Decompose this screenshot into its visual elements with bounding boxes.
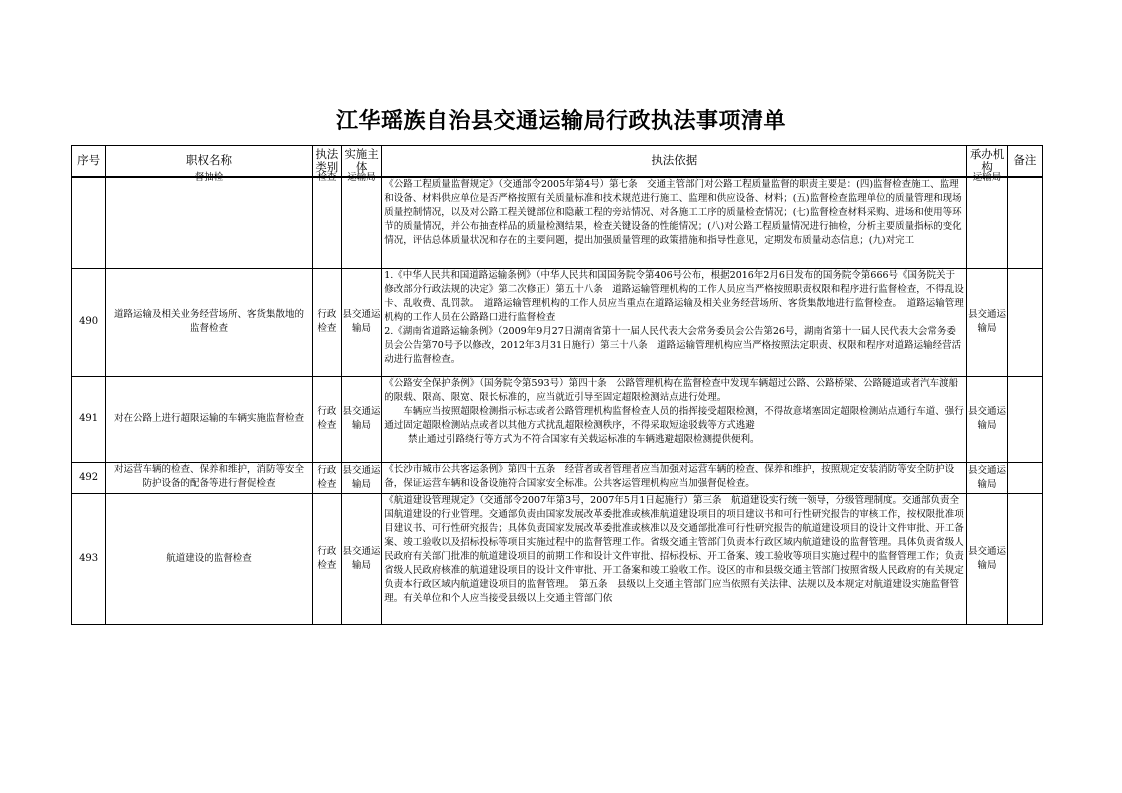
header-type: 执法类别 xyxy=(312,146,341,177)
row-type: 行政检查 xyxy=(312,376,341,462)
row-type xyxy=(312,171,341,269)
row-note xyxy=(1007,376,1042,462)
table-row xyxy=(72,493,1043,624)
row-basis-paragraph: 《长沙市城市公共客运条例》第四十五条 经营者或者管理者应当加强对运营车辆的检查、保养和维护，按照规定安装消防等安全防护设备，保证运营车辆和设备设施符合国家安全标准。公共客运管理机构应当加强督促检查。 xyxy=(384,463,955,489)
row-org: 县交通运输局 xyxy=(967,268,1007,376)
row-name xyxy=(106,171,312,269)
table-row xyxy=(72,268,1043,376)
row-org: 县交通运输局 xyxy=(967,462,1007,493)
row-org: 县交通运输局 xyxy=(967,493,1007,624)
row-subject xyxy=(341,171,381,269)
table-row xyxy=(72,462,1043,493)
row-org xyxy=(967,171,1007,269)
row-name xyxy=(106,462,312,493)
row-seq: 492 xyxy=(72,462,106,493)
row-seq: 493 xyxy=(72,493,106,624)
row-name-text: 对运营车辆的检查、保养和维护，消防等安全防护设备的配备等进行督促检查 xyxy=(113,463,304,489)
row-note xyxy=(1007,177,1042,269)
header-subject: 实施主体 xyxy=(341,146,381,177)
row-note xyxy=(1007,493,1042,624)
row-type: 行政检查 xyxy=(312,462,341,493)
row-seq: 490 xyxy=(72,268,106,376)
table-row xyxy=(72,376,1043,462)
row-seq xyxy=(72,177,106,269)
row-basis-paragraph: 车辆应当按照超限检测指示标志或者公路管理机构监督检查人员的指挥接受超限检测，不得故意堵塞固定超限检测站点通行车道、强行通过固定超限检测站点或者以其他方式扰乱超限检测秩序，不得采取短途驳载等方式逃避 xyxy=(384,405,964,431)
row-name-text: 督抽检 xyxy=(194,171,224,183)
row-name: 对在公路上进行超限运输的车辆实施监督检查 xyxy=(106,376,312,462)
row-basis-paragraph: 《公路工程质量监督规定》（交通部令2005年第4号）第七条 交通主管部门对公路工程质量监督的职责主要是：(四)监督检查施工、监理和设备、材料供应单位是否严格按照有关质量标准和技术规范进行施工、监理和供应设备、材料；(五)监督检查监理单位的质量管理和现场质量控制情况，以及对公路工程关键部位和隐蔽工程的旁站情况、对各施工工序的质量检查情况；(七)监督检查材料采购、进场和使用等环节的质量情况，并公布抽查样品的质量检测结果，检查关键设备的性能情况；(八)对公路工程质量情况进行抽检，分析主要质量指标的变化情况，评估总体质量状况和存在的主要问题，提出加强质量管理的政策措施和指导性意见，定期发布质量动态信息；(九)对完工 xyxy=(384,178,962,246)
row-basis-paragraph: 《航道建设管理规定》（交通部令2007年第3号，2007年5月1日起施行）第三条 航道建设实行统一领导，分级管理制度。交通部负责全国航道建设的行业管理。交通部负责由国家发展改革委批准或核准航道建设项目的项目建议书和可行性研究报告的审核工作，按权限批准项目建议书、可行性研究报告；具体负责国家发展改革委批准或核准以及交通部批准可行性研究报告的航道建设项目的设计文件审批、开工备案、竣工验收以及招标投标等项目实施过程中的监督管理工作。省级交通主管部门负责本行政区域内航道建设的监督管理。具体负责省级人民政府有关部门批准的航道建设项目的前期工作和设计文件审批、招标投标、开工备案、竣工验收等项目实施过程中的监督管理工作；负责省级人民政府核准的航道建设项目的设计文件审批、开工备案和竣工验收工作。设区的市和县级交通主管部门按照省级人民政府的有关规定负责本行政区域内航道建设项目的监督管理。 第五条 县级以上交通主管部门应当依照有关法律、法规以及本规定对航道建设实施监督管理。有关单位和个人应当接受县级以上交通主管部门依 xyxy=(384,494,964,604)
row-subject-text: 运输局 xyxy=(347,171,376,183)
row-basis-paragraph: 禁止通过引路绕行等方式为不符合国家有关载运标准的车辆逃避超限检测提供便利。 xyxy=(407,433,760,445)
header-org: 承办机构 xyxy=(967,146,1007,177)
row-org: 县交通运输局 xyxy=(967,376,1007,462)
row-subject: 县交通运输局 xyxy=(341,376,381,462)
header-basis: 执法依据 xyxy=(382,146,967,177)
row-basis-paragraph: 《公路安全保护条例》（国务院令第593号）第四十条 公路管理机构在监督检查中发现车辆超过公路、公路桥梁、公路隧道或者汽车渡船的限载、限高、限宽、限长标准的，应当就近引导至固定超限检测站点进行处理。 xyxy=(384,377,959,403)
header-name: 职权名称 xyxy=(106,146,312,177)
enforcement-table xyxy=(71,145,1043,625)
row-name: 航道建设的监督检查 xyxy=(106,493,312,624)
row-note xyxy=(1007,268,1042,376)
row-basis xyxy=(382,177,967,269)
row-note xyxy=(1007,462,1042,493)
row-basis xyxy=(382,376,967,462)
row-seq: 491 xyxy=(72,376,106,462)
table-row xyxy=(72,177,1043,269)
row-subject: 县交通运输局 xyxy=(341,268,381,376)
row-basis xyxy=(382,268,967,376)
row-type: 行政检查 xyxy=(312,268,341,376)
row-type: 行政检查 xyxy=(312,493,341,624)
row-name: 道路运输及相关业务经营场所、客货集散地的监督检查 xyxy=(106,268,312,376)
row-basis-paragraph: 2.《湖南省道路运输条例》（2009年9月27日湖南省第十一届人民代表大会常务委员会公告第26号，湖南省第十一届人民代表大会常务委员会公告第70号予以修改，2012年3月31日施行）第三十八条 道路运输管理机构应当严格按照法定职责、权限和程序对道路运输经营活动进行监督检查。 xyxy=(384,325,962,365)
row-subject: 县交通运输局 xyxy=(341,493,381,624)
row-subject: 县交通运输局 xyxy=(341,462,381,493)
header-seq: 序号 xyxy=(72,146,106,177)
page-title: 江华瑶族自治县交通运输局行政执法事项清单 xyxy=(335,109,786,134)
row-org-text: 运输局 xyxy=(972,171,1002,183)
row-basis-paragraph: 1.《中华人民共和国道路运输条例》（中华人民共和国国务院令第406号公布，根据2016年2月6日发布的国务院令第666号《国务院关于修改部分行政法规的决定》第二次修正）第五十八条 道路运输管理机构的工作人员应当严格按照职责权限和程序进行监督检查，不得乱设卡、乱收费、乱罚款。 道路运输管理机构的工作人员应当重点在道路运输及相关业务经营场所、客货集散地进行监督检查。 道路运输管理机构的工作人员在公路路口进行监督检查 xyxy=(384,269,964,323)
row-type-text: 检查 xyxy=(317,171,337,183)
header-note: 备注 xyxy=(1007,146,1042,177)
row-basis xyxy=(382,462,967,493)
row-basis xyxy=(382,493,967,624)
